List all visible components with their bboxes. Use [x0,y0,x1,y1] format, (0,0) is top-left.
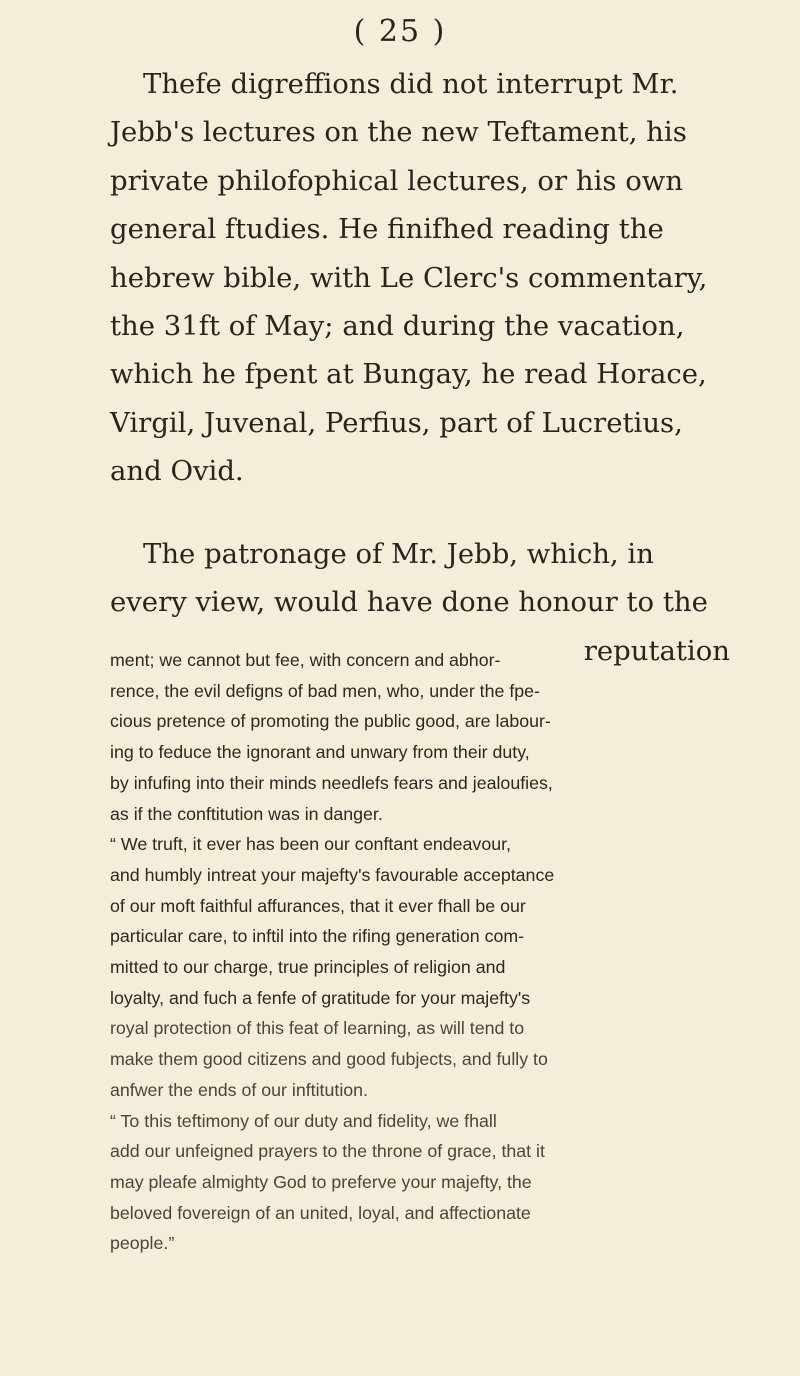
small-text-line: may pleafe almighty God to preferve your majefty, the [110,1171,532,1192]
page-number: ( 25 ) [353,14,447,49]
small-text-line: of our moft faithful affurances, that it ever fhall be our [110,895,526,916]
small-text-line: ment; we cannot but fee, with concern and abhor- [110,650,501,670]
text-line: every view, would have done honour to the [110,586,708,619]
small-text-line: by infufing into their minds needlefs fears and jealoufies, [110,772,553,793]
text-line: which he fpent at Bungay, he read Horace, [110,358,707,391]
small-text-line: loyalty, and fuch a fenfe of gratitude for your majefty's [110,987,531,1008]
small-text-line: mitted to our charge, true principles of religion and [110,957,506,978]
small-text-line: add our unfeigned prayers to the throne of grace, that it [110,1141,545,1162]
small-text-line: particular care, to inftil into the rifing generation com- [110,926,525,947]
text-line: general ftudies. He finifhed reading the [110,213,664,246]
text-line: and Ovid. [110,455,244,488]
text-line: hebrew bible, with Le Clerc's commentary, [110,261,708,294]
small-text-line: rence, the evil defigns of bad men, who, under the fpe- [110,680,540,701]
text-line: Jebb's lectures on the new Teftament, his [110,116,687,149]
small-text-line: and humbly intreat your majefty's favourable acceptance [110,864,555,885]
small-text-line: make them good citizens and good fubjects, and fully to [110,1049,548,1070]
text-line: the 31ft of May; and during the vacation, [110,310,685,343]
small-text-line: “ We truft, it ever has been our conftant endeavour, [110,834,511,855]
inserted-address-text [110,645,740,1259]
text-line: Thefe digreffions did not interrupt Mr. [143,68,679,100]
small-text-line: as if the conftitution was in danger. [110,803,383,824]
text-line: Virgil, Juvenal, Perfius, part of Lucretius, [110,406,683,439]
text-line: The patronage of Mr. Jebb, which, in [143,538,654,570]
catchword-line: reputation [583,634,730,667]
small-text-line: “ To this teftimony of our duty and fidelity, we fhall [110,1110,497,1131]
paragraph-digressions [110,60,730,496]
small-text-line: beloved fovereign of an united, loyal, and affectionate [110,1202,531,1223]
small-text-line: anfwer the ends of our inftitution. [110,1079,368,1100]
text-line: private philofophical lectures, or his own [110,164,684,197]
small-text-line: royal protection of this feat of learning, as will tend to [110,1018,525,1039]
small-text-line: ing to feduce the ignorant and unwary from their duty, [110,742,530,763]
small-text-line: people.” [110,1233,175,1254]
small-text-line: cious pretence of promoting the public good, are labour- [110,711,551,732]
